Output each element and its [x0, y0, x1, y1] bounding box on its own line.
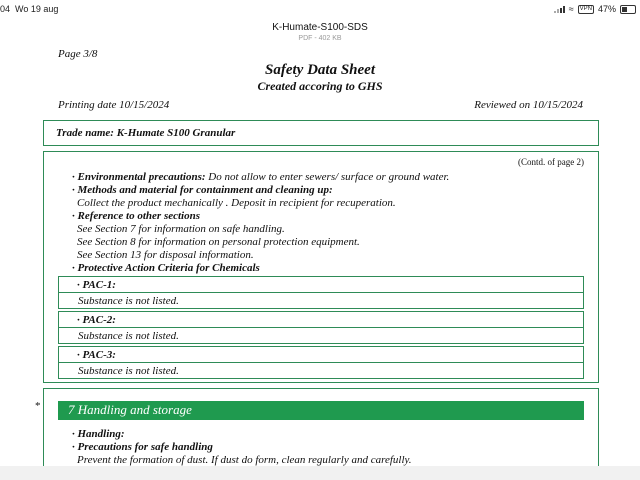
revision-star: *	[35, 400, 41, 412]
precautions-text: Prevent the formation of dust. If dust do form, clean regularly and carefully.	[77, 454, 412, 466]
time-text: 04	[0, 4, 11, 14]
reference-line	[72, 210, 200, 222]
vpn-badge: VPN	[579, 5, 592, 12]
environmental-line	[72, 171, 449, 183]
pac-value: Substance is not listed.	[78, 365, 179, 377]
pac-head	[59, 277, 583, 293]
battery-icon	[620, 5, 636, 14]
handling-label: · Handling:	[72, 428, 125, 440]
bottom-area	[0, 466, 640, 480]
environmental-text: Do not allow to enter sewers/ surface or ground water.	[205, 171, 450, 183]
pac-value: Substance is not listed.	[78, 330, 179, 342]
handling-line	[72, 428, 125, 440]
page-number: Page 3/8	[58, 48, 98, 60]
pac-2-box	[58, 311, 584, 344]
status-time	[0, 4, 58, 14]
continued-note: (Contd. of page 2)	[518, 157, 584, 167]
methods-line	[72, 184, 333, 196]
section-7-title: 7 Handling and storage	[68, 402, 192, 417]
status-right	[554, 4, 636, 14]
trade-name-box	[43, 120, 599, 146]
pac-title: · PAC-2:	[77, 314, 116, 326]
pac-line	[72, 262, 260, 274]
reference-label: · Reference to other sections	[72, 210, 201, 222]
pac-title: · PAC-3:	[77, 349, 116, 361]
pdf-page[interactable]	[0, 48, 640, 466]
pac-1-box	[58, 276, 584, 309]
section-6-box	[43, 151, 599, 383]
reference-item: See Section 13 for disposal information.	[77, 249, 254, 261]
pac-label: · Protective Action Criteria for Chemicals	[72, 262, 260, 274]
environmental-label: · Environmental precautions:	[72, 171, 206, 183]
trade-name: Trade name: K-Humate S100 Granular	[56, 127, 236, 139]
reference-item: See Section 8 for information on personal protection equipment.	[77, 236, 360, 248]
reviewed-date: Reviewed on 10/15/2024	[474, 99, 583, 111]
document-titlebar[interactable]	[0, 18, 640, 49]
sheet-title: Safety Data Sheet	[265, 62, 375, 78]
document-size: PDF - 402 KB	[298, 35, 342, 42]
pac-head	[59, 312, 583, 328]
section-7-box	[43, 388, 599, 478]
methods-text: Collect the product mechanically . Deposit in recipient for recuperation.	[77, 197, 396, 209]
dates-row	[58, 99, 583, 111]
pac-title: · PAC-1:	[77, 279, 116, 291]
printing-date: Printing date 10/15/2024	[58, 99, 170, 111]
pac-3-box	[58, 346, 584, 379]
methods-label: · Methods and material for containment and cleaning up:	[72, 184, 333, 196]
cellular-signal-icon	[554, 6, 565, 13]
sheet-subtitle: Created accoring to GHS	[257, 79, 383, 93]
status-bar	[0, 0, 640, 18]
battery-percent: 47%	[597, 4, 616, 14]
pac-head	[59, 347, 583, 363]
document-title: K-Humate-S100-SDS	[272, 22, 368, 33]
date-text: Wo 19 aug	[15, 4, 59, 14]
precautions-label: · Precautions for safe handling	[72, 441, 213, 453]
reference-item: See Section 7 for information on safe handling.	[77, 223, 285, 235]
section-7-header	[58, 401, 584, 420]
precautions-line	[72, 441, 213, 453]
pac-value: Substance is not listed.	[78, 295, 179, 307]
wifi-icon: ≈	[568, 4, 574, 14]
